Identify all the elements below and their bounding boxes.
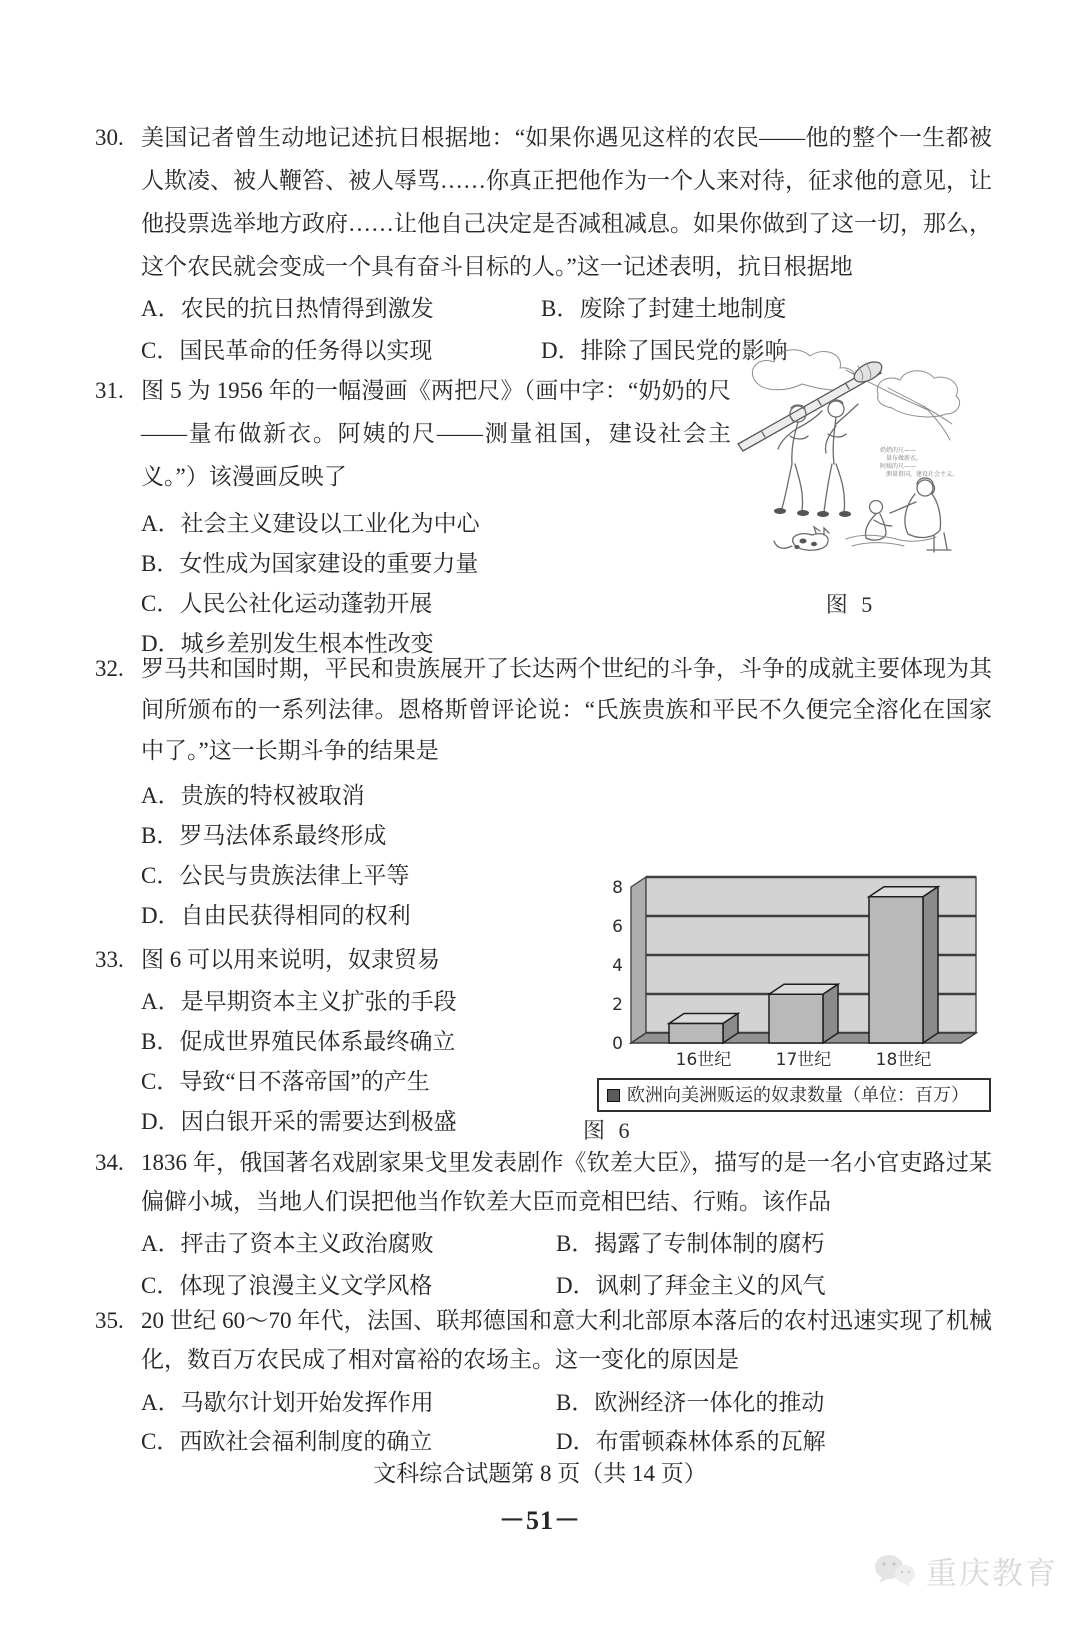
question-number: 31. — [95, 378, 124, 403]
question-stem: 美国记者曾生动地记述抗日根据地：“如果你遇见这样的农民——他的整个一生都被人欺凌、被人鞭笞、被人辱骂……你真正把他作为一个人来对待，征求他的意见，让他投票选举地方政府……让他自己决定是否减租减息。如果你做到了这一切，那么，这个农民就会变成一个具有奋斗目标的人。”这一记述表明，抗日根据地 — [141, 125, 992, 279]
option-a: A．社会主义建设以工业化为中心 — [141, 511, 480, 536]
option-b: B．废除了封建土地制度 — [541, 296, 787, 321]
option-c: C．公民与贵族法律上平等 — [141, 863, 410, 888]
page-number: －51－ — [498, 1506, 581, 1535]
option-c: C．导致“日不落帝国”的产生 — [141, 1069, 430, 1094]
question-number: 30. — [95, 125, 124, 150]
option-d: D．自由民获得相同的权利 — [141, 903, 411, 928]
option-c: C．人民公社化运动蓬勃开展 — [141, 591, 433, 616]
option-d: D．因白银开采的需要达到极盛 — [141, 1109, 457, 1134]
figure6-caption: 图 6 — [583, 1118, 634, 1143]
wechat-icon — [872, 1552, 918, 1590]
legend-swatch-icon — [607, 1089, 620, 1102]
option-d: D．布雷顿森林体系的瓦解 — [556, 1429, 826, 1454]
watermark — [872, 1548, 1058, 1593]
options-list — [141, 982, 621, 1142]
options-grid — [141, 1383, 992, 1461]
question-number: 32. — [95, 656, 124, 681]
option-c: C．西欧社会福利制度的确立 — [141, 1429, 433, 1454]
option-d: D．城乡差别发生根本性改变 — [141, 631, 434, 656]
option-a: A．抨击了资本主义政治腐败 — [141, 1231, 434, 1256]
question-34 — [95, 1143, 992, 1307]
options-grid — [141, 1223, 992, 1307]
cartoon-caption-line: 奶奶的尺—— — [880, 447, 917, 454]
figure5-caption: 图 5 — [825, 592, 877, 617]
svg-text:0: 0 — [612, 1034, 623, 1054]
question-stem: 1836 年，俄国著名戏剧家果戈里发表剧作《钦差大臣》，描写的是一名小官吏路过某偏僻小城，当地人们误把他当作钦差大臣而竞相巴结、行贿。该作品 — [141, 1150, 992, 1214]
option-b: B．女性成为国家建设的重要力量 — [141, 551, 479, 576]
option-c: C．体现了浪漫主义文学风格 — [141, 1273, 433, 1298]
option-b: B．罗马法体系最终形成 — [141, 823, 387, 848]
svg-text:8: 8 — [612, 878, 623, 898]
option-d: D．排除了国民党的影响 — [541, 338, 788, 363]
option-a: A．是早期资本主义扩张的手段 — [141, 989, 457, 1014]
question-stem: 图 6 可以用来说明，奴隶贸易 — [141, 947, 440, 972]
option-c: C．国民革命的任务得以实现 — [141, 338, 433, 363]
legend-label: 欧洲向美洲贩运的奴隶数量（单位：百万） — [627, 1085, 969, 1105]
cartoon-caption-line: 量布做新衣。 — [886, 455, 923, 462]
option-a: A．马歇尔计划开始发挥作用 — [141, 1390, 434, 1415]
option-b: B．欧洲经济一体化的推动 — [556, 1390, 825, 1415]
question-number: 35. — [95, 1308, 124, 1333]
question-number: 33. — [95, 947, 124, 972]
option-d: D．讽刺了拜金主义的风气 — [556, 1273, 826, 1298]
option-b: B．促成世界殖民体系最终确立 — [141, 1029, 456, 1054]
question-number: 34. — [95, 1150, 124, 1175]
question-stem: 20 世纪 60～70 年代，法国、联邦德国和意大利北部原本落后的农村迅速实现了机械化，数百万农民成了相对富裕的农场主。这一变化的原因是 — [141, 1308, 992, 1372]
figure-6 — [583, 850, 995, 1145]
cartoon-caption-line: 阿姨的尺—— — [880, 463, 917, 470]
option-b: B．揭露了专制体制的腐朽 — [556, 1231, 825, 1256]
svg-text:2: 2 — [612, 995, 623, 1015]
option-a: A．农民的抗日热情得到激发 — [141, 296, 434, 321]
svg-text:16世纪: 16世纪 — [675, 1050, 732, 1070]
question-35 — [95, 1301, 992, 1461]
question-stem: 图 5 为 1956 年的一幅漫画《两把尺》（画中字：“奶奶的尺——量布做新衣。阿姨的尺——测量祖国，建设社会主义。”）该漫画反映了 — [141, 378, 731, 489]
question-30 — [95, 116, 992, 372]
page-footer: 文科综合试题第 8 页（共 14 页） — [373, 1461, 707, 1486]
svg-text:6: 6 — [612, 917, 623, 937]
cartoon-caption-line: 测量祖国，建设社会主义。 — [886, 471, 959, 478]
svg-text:18世纪: 18世纪 — [875, 1050, 932, 1070]
figure-5 — [728, 336, 974, 619]
svg-text:17世纪: 17世纪 — [775, 1050, 832, 1070]
option-a: A．贵族的特权被取消 — [141, 783, 365, 808]
svg-text:4: 4 — [612, 956, 623, 976]
slave-trade-bar-chart — [583, 850, 995, 1072]
chart-legend — [597, 1078, 991, 1112]
question-stem: 罗马共和国时期，平民和贵族展开了长达两个世纪的斗争，斗争的成就主要体现为其间所颁布的一系列法律。恩格斯曾评论说：“氏族贵族和平民不久便完全溶化在国家中了。”这一长期斗争的结果是 — [141, 656, 992, 763]
watermark-text: 重庆教育 — [926, 1556, 1058, 1591]
figure5-cartoon-illustration — [728, 336, 974, 586]
